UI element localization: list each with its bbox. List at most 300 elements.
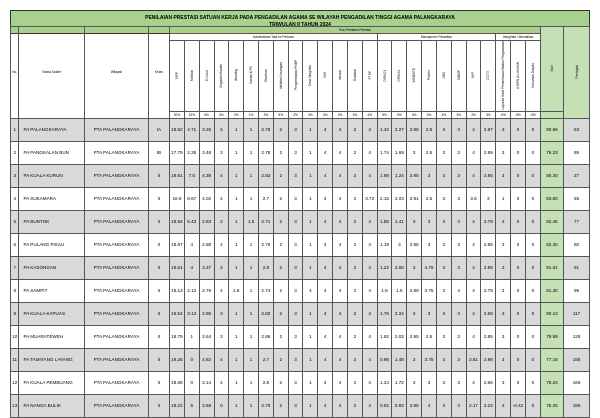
weight-cell: 10% xyxy=(184,111,199,118)
value-cell: 3 xyxy=(436,279,451,302)
value-cell: 3 xyxy=(436,302,451,325)
value-cell: 1.82 xyxy=(377,325,392,348)
table-row xyxy=(11,279,590,302)
value-cell: 3 xyxy=(407,256,422,279)
value-cell: 0 xyxy=(525,233,540,256)
value-cell: 1.5 xyxy=(244,210,259,233)
value-cell: 3.14 xyxy=(199,371,214,394)
value-cell: 2 xyxy=(273,141,288,164)
value-cell: 3.68 xyxy=(199,394,214,417)
value-cell: 2.82 xyxy=(258,164,273,187)
weight-cell: -5% xyxy=(525,111,540,118)
weight-cell: 3% xyxy=(436,111,451,118)
table-row xyxy=(11,141,590,164)
value-cell: 18.68 xyxy=(170,371,185,394)
kelas-cell: II xyxy=(148,233,169,256)
value-cell: 0 xyxy=(511,187,526,210)
weight-cell: 3% xyxy=(258,111,273,118)
value-cell: 0 xyxy=(525,256,540,279)
value-cell: 2 xyxy=(273,233,288,256)
value-cell: 18.13 xyxy=(170,279,185,302)
value-cell: 4 xyxy=(466,279,481,302)
value-cell: 2.75 xyxy=(258,118,273,141)
value-cell: 5 xyxy=(184,394,199,417)
rank-cell: 80 xyxy=(564,233,590,256)
satker-name: PA KUALA KAPUAS xyxy=(19,302,85,325)
score-cell: 81.30 xyxy=(540,279,563,302)
value-cell: 0 xyxy=(184,348,199,371)
value-cell: 2.03 xyxy=(392,325,407,348)
row-number: 8 xyxy=(11,279,19,302)
value-cell: 1 xyxy=(229,371,244,394)
weight-cell: 5% xyxy=(214,111,229,118)
value-cell: 4 xyxy=(362,371,377,394)
value-cell: 1.5 xyxy=(392,279,407,302)
value-cell: 1.24 xyxy=(392,164,407,187)
weight-cell: 3% xyxy=(318,111,333,118)
weight-cell: 3% xyxy=(407,111,422,118)
value-cell: 1 xyxy=(229,118,244,141)
header-group-integritas: Integritas / Mentalitas xyxy=(496,34,541,41)
score-cell: 76.33 xyxy=(540,141,563,164)
value-cell: 0 xyxy=(525,394,540,417)
column-header: Zona Integritas xyxy=(303,41,318,112)
header-wilayah: Wilayah xyxy=(85,27,149,119)
value-cell: 4 xyxy=(318,348,333,371)
value-cell: 4 xyxy=(466,325,481,348)
value-cell: 1 xyxy=(496,187,511,210)
value-cell: 2 xyxy=(347,279,362,302)
value-cell: 0 xyxy=(214,394,229,417)
table-row xyxy=(11,233,590,256)
value-cell: -0.42 xyxy=(511,394,526,417)
value-cell: 4 xyxy=(333,279,348,302)
value-cell: 2.95 xyxy=(199,302,214,325)
value-cell: 3 xyxy=(496,164,511,187)
value-cell: 3 xyxy=(436,233,451,256)
value-cell: 3 xyxy=(451,210,466,233)
value-cell: 3 xyxy=(481,187,496,210)
value-cell: 2.76 xyxy=(258,394,273,417)
rank-cell: 169 xyxy=(564,371,590,394)
rank-cell: 77 xyxy=(564,210,590,233)
value-cell: 3 xyxy=(451,164,466,187)
value-cell: 2.99 xyxy=(481,141,496,164)
wilayah-cell: PTA PALANGKARAYA xyxy=(85,348,149,371)
value-cell: 1 xyxy=(244,325,259,348)
value-cell: 1 xyxy=(229,302,244,325)
weight-cell: 5% xyxy=(377,111,392,118)
value-cell: 2 xyxy=(273,118,288,141)
value-cell: 3 xyxy=(451,141,466,164)
value-cell: 1 xyxy=(229,141,244,164)
header-kelas: Kelas xyxy=(148,27,169,119)
weight-cell: -5% xyxy=(496,111,511,118)
value-cell: 1 xyxy=(303,302,318,325)
value-cell: 1 xyxy=(244,279,259,302)
value-cell: 4 xyxy=(318,118,333,141)
value-cell: 3.75 xyxy=(422,348,437,371)
value-cell: 4 xyxy=(333,371,348,394)
value-cell: 2.27 xyxy=(392,118,407,141)
value-cell: 3 xyxy=(214,302,229,325)
report-period: TRIWULAN II TAHUN 2024 xyxy=(269,22,331,28)
value-cell: 3 xyxy=(407,141,422,164)
header-group-manajemen: Manajemen Peradilan xyxy=(377,34,496,41)
value-cell: 3 xyxy=(496,233,511,256)
rank-cell: 91 xyxy=(564,256,590,279)
value-cell: 3 xyxy=(451,325,466,348)
value-cell: 16.54 xyxy=(170,302,185,325)
column-header: Laporan Hasil Pemeriksaan Badan Pengawasan xyxy=(496,41,511,112)
weight-cell: 3% xyxy=(347,111,362,118)
value-cell: 4 xyxy=(333,325,348,348)
value-cell: 18.9 xyxy=(170,187,185,210)
satker-name: PA SUKAMARA xyxy=(19,187,85,210)
value-cell: 1 xyxy=(244,394,259,417)
value-cell: 1 xyxy=(244,371,259,394)
value-cell: 1.8 xyxy=(377,279,392,302)
value-cell: 3.48 xyxy=(199,141,214,164)
value-cell: 4 xyxy=(184,233,199,256)
value-cell: 2.83 xyxy=(258,302,273,325)
value-cell: 4 xyxy=(318,164,333,187)
value-cell: 0 xyxy=(525,210,540,233)
value-cell: 3 xyxy=(288,302,303,325)
value-cell: 3 xyxy=(496,141,511,164)
weight-cell: 3% xyxy=(422,111,437,118)
value-cell: 3 xyxy=(214,325,229,348)
value-cell: 4 xyxy=(214,187,229,210)
value-cell: 0 xyxy=(511,371,526,394)
value-cell: 2 xyxy=(273,187,288,210)
value-cell: 2.5 xyxy=(422,187,437,210)
row-number: 5 xyxy=(11,210,19,233)
value-cell: 3.64 xyxy=(199,325,214,348)
table-row xyxy=(11,348,590,371)
weight-cell: 1% xyxy=(244,111,259,118)
wilayah-cell: PTA PALANGKARAYA xyxy=(85,371,149,394)
table-row xyxy=(11,256,590,279)
value-cell: 4 xyxy=(318,210,333,233)
value-cell: 2.24 xyxy=(392,302,407,325)
value-cell: 4 xyxy=(466,256,481,279)
kelas-cell: II xyxy=(148,210,169,233)
value-cell: 2.98 xyxy=(481,256,496,279)
value-cell: 3 xyxy=(288,210,303,233)
weight-cell: 3% xyxy=(481,111,496,118)
value-cell: 2.98 xyxy=(481,348,496,371)
value-cell: 1 xyxy=(229,233,244,256)
value-cell: 1 xyxy=(244,348,259,371)
value-cell: 0.96 xyxy=(377,348,392,371)
value-cell: 1 xyxy=(229,256,244,279)
value-cell: 1 xyxy=(184,325,199,348)
weight-cell: -5% xyxy=(511,111,526,118)
rank-cell: 186 xyxy=(564,394,590,417)
table-row xyxy=(11,394,590,417)
value-cell: 3 xyxy=(451,118,466,141)
value-cell: 2 xyxy=(347,394,362,417)
value-cell: 3 xyxy=(436,164,451,187)
value-cell: 2 xyxy=(347,371,362,394)
value-cell: 2.68 xyxy=(481,302,496,325)
table-row xyxy=(11,210,590,233)
value-cell: 18.79 xyxy=(170,325,185,348)
weight-cell: 3% xyxy=(451,111,466,118)
value-cell: 2.79 xyxy=(199,279,214,302)
score-cell: 78.24 xyxy=(540,371,563,394)
value-cell: 1 xyxy=(244,187,259,210)
score-cell: 75.25 xyxy=(540,394,563,417)
value-cell: 0 xyxy=(525,141,540,164)
value-cell: 4 xyxy=(466,141,481,164)
value-cell: 1 xyxy=(244,302,259,325)
value-cell: 3.26 xyxy=(199,118,214,141)
satker-name: PA PANGKALAN BUN xyxy=(19,141,85,164)
rank-cell: 55 xyxy=(564,187,590,210)
value-cell: 1.42 xyxy=(377,118,392,141)
value-cell: 1.24 xyxy=(377,371,392,394)
value-cell: 3 xyxy=(436,210,451,233)
value-cell: 3 xyxy=(407,348,422,371)
value-cell: 4.38 xyxy=(199,164,214,187)
rank-cell: 27 xyxy=(564,164,590,187)
value-cell: 3 xyxy=(496,371,511,394)
value-cell: 2.7 xyxy=(258,187,273,210)
value-cell: 3 xyxy=(436,325,451,348)
score-cell: 77.18 xyxy=(540,348,563,371)
wilayah-cell: PTA PALANGKARAYA xyxy=(85,233,149,256)
rank-cell: 53 xyxy=(564,118,590,141)
value-cell: 3 xyxy=(496,348,511,371)
column-header: DIPA 01 xyxy=(377,41,392,112)
value-cell: 2.8 xyxy=(258,371,273,394)
value-cell: 0 xyxy=(511,141,526,164)
value-cell: 2.5 xyxy=(422,118,437,141)
value-cell: 1.41 xyxy=(392,210,407,233)
value-cell: 2 xyxy=(347,348,362,371)
value-cell: 3 xyxy=(451,233,466,256)
value-cell: 3 xyxy=(407,371,422,394)
value-cell: 4 xyxy=(466,233,481,256)
wilayah-cell: PTA PALANGKARAYA xyxy=(85,141,149,164)
value-cell: 3 xyxy=(422,371,437,394)
value-cell: 3 xyxy=(451,256,466,279)
value-cell: 2 xyxy=(347,210,362,233)
value-cell: 1.74 xyxy=(377,141,392,164)
value-cell: 4 xyxy=(362,118,377,141)
kelas-cell: II xyxy=(148,348,169,371)
value-cell: 3 xyxy=(422,233,437,256)
value-cell: 4 xyxy=(362,210,377,233)
table-row xyxy=(11,371,590,394)
value-cell: 1.76 xyxy=(377,302,392,325)
value-cell: 3 xyxy=(496,325,511,348)
value-cell: 0 xyxy=(511,164,526,187)
value-cell: 3 xyxy=(436,394,451,417)
value-cell: 2.96 xyxy=(407,394,422,417)
value-cell: 2.85 xyxy=(481,233,496,256)
value-cell: 3.75 xyxy=(422,279,437,302)
value-cell: 4 xyxy=(333,141,348,164)
value-cell: 18.22 xyxy=(170,394,185,417)
value-cell: 3.81 xyxy=(466,348,481,371)
row-number: 13 xyxy=(11,394,19,417)
value-cell: 4 xyxy=(318,325,333,348)
value-cell: 1.72 xyxy=(392,371,407,394)
wilayah-cell: PTA PALANGKARAYA xyxy=(85,279,149,302)
value-cell: 2.06 xyxy=(392,256,407,279)
value-cell: 1 xyxy=(303,141,318,164)
value-cell: 6.67 xyxy=(184,187,199,210)
satker-name: PA SAMPIT xyxy=(19,279,85,302)
rank-cell: 117 xyxy=(564,302,590,325)
value-cell: 0 xyxy=(525,325,540,348)
column-header: Mediasi xyxy=(184,41,199,112)
value-cell: 0.83 xyxy=(392,394,407,417)
value-cell: 2 xyxy=(347,187,362,210)
weight-cell: 20% xyxy=(170,111,185,118)
kelas-cell: II xyxy=(148,279,169,302)
value-cell: 3 xyxy=(436,371,451,394)
value-cell: 2.76 xyxy=(258,233,273,256)
value-cell: 2.15 xyxy=(377,187,392,210)
kelas-cell: II xyxy=(148,164,169,187)
row-number: 1 xyxy=(11,118,19,141)
header-no: No. xyxy=(11,27,19,119)
column-header: WEBSITE xyxy=(407,41,422,112)
column-header: Eksekusi xyxy=(258,41,273,112)
value-cell: 3 xyxy=(288,233,303,256)
value-cell: 1 xyxy=(303,187,318,210)
value-cell: 2.5 xyxy=(422,141,437,164)
value-cell: 1 xyxy=(303,118,318,141)
value-cell: 0 xyxy=(525,187,540,210)
value-cell: 4 xyxy=(318,233,333,256)
value-cell: 4 xyxy=(466,118,481,141)
value-cell: 3 xyxy=(288,348,303,371)
value-cell: 1 xyxy=(244,164,259,187)
value-cell: 3 xyxy=(422,210,437,233)
row-number: 12 xyxy=(11,371,19,394)
value-cell: 2.7 xyxy=(258,348,273,371)
column-header: IKM xyxy=(318,41,333,112)
table-body xyxy=(11,118,590,417)
value-cell: 2 xyxy=(273,348,288,371)
score-cell: 82.46 xyxy=(540,210,563,233)
value-cell: 2.78 xyxy=(258,141,273,164)
value-cell: 4 xyxy=(318,302,333,325)
value-cell: 1 xyxy=(303,325,318,348)
kelas-cell: II xyxy=(148,187,169,210)
value-cell: 2 xyxy=(273,394,288,417)
header-peringkat: Peringkat xyxy=(564,27,590,119)
value-cell: 1 xyxy=(303,371,318,394)
value-cell: 3 xyxy=(436,348,451,371)
value-cell: 0 xyxy=(525,348,540,371)
value-cell: 0 xyxy=(511,348,526,371)
value-cell: 2.85 xyxy=(481,325,496,348)
value-cell: 2.85 xyxy=(481,164,496,187)
score-cell: 80.13 xyxy=(540,302,563,325)
satker-name: PA KUALA KURUN xyxy=(19,164,85,187)
value-cell: 2 xyxy=(273,210,288,233)
value-cell: 4 xyxy=(422,394,437,417)
row-number: 7 xyxy=(11,256,19,279)
value-cell: 3 xyxy=(451,394,466,417)
value-cell: 1.22 xyxy=(377,256,392,279)
value-cell: 2.17 xyxy=(466,394,481,417)
value-cell: 4 xyxy=(333,118,348,141)
wilayah-cell: PTA PALANGKARAYA xyxy=(85,302,149,325)
column-header: E-Court xyxy=(199,41,214,112)
value-cell: 4 xyxy=(318,371,333,394)
table-row xyxy=(11,118,590,141)
value-cell: 3 xyxy=(496,210,511,233)
value-cell: 18.94 xyxy=(170,210,185,233)
value-cell: 1.85 xyxy=(377,210,392,233)
column-header: Validitas Keuangan xyxy=(273,41,288,112)
value-cell: 3 xyxy=(496,256,511,279)
value-cell: 1 xyxy=(303,256,318,279)
value-cell: 3.72 xyxy=(362,187,377,210)
value-cell: 18.61 xyxy=(170,164,185,187)
value-cell: 2 xyxy=(273,325,288,348)
column-header: CCTV xyxy=(481,41,496,112)
value-cell: 4 xyxy=(466,164,481,187)
value-cell: 1 xyxy=(244,233,259,256)
row-number: 11 xyxy=(11,348,19,371)
value-cell: 0 xyxy=(511,233,526,256)
value-cell: 19.26 xyxy=(170,348,185,371)
column-header: Eskalasi xyxy=(347,41,362,112)
value-cell: 3 xyxy=(288,279,303,302)
value-cell: 3 xyxy=(451,187,466,210)
value-cell: 18.61 xyxy=(170,256,185,279)
value-cell: 4 xyxy=(362,394,377,417)
value-cell: 4 xyxy=(318,187,333,210)
value-cell: 2.91 xyxy=(407,187,422,210)
value-cell: 2.97 xyxy=(481,118,496,141)
value-cell: 3 xyxy=(422,302,437,325)
column-header: SIPP xyxy=(170,41,185,112)
value-cell: 2.12 xyxy=(184,279,199,302)
value-cell: 4 xyxy=(303,279,318,302)
weight-cell: 5% xyxy=(199,111,214,118)
value-cell: 2.8 xyxy=(258,256,273,279)
value-cell: 2.79 xyxy=(481,210,496,233)
report-title: PENILAIAN PRESTASI SATUAN KERJA PADA PENGADILAN AGAMA SE WILAYAH PENGADILAN TINGGI AGAMA PALANGKARAYA xyxy=(145,15,455,21)
satker-name: PA KASONGAN xyxy=(19,256,85,279)
column-header: Prodeo xyxy=(422,41,437,112)
value-cell: 2 xyxy=(347,256,362,279)
score-cell: 79.59 xyxy=(540,325,563,348)
value-cell: 1 xyxy=(229,164,244,187)
value-cell: 4.71 xyxy=(184,118,199,141)
value-cell: 3.8 xyxy=(466,187,481,210)
value-cell: 3 xyxy=(392,233,407,256)
weight-cell: 4% xyxy=(362,111,377,118)
table-row xyxy=(11,302,590,325)
column-header: Kasasi & PK xyxy=(244,41,259,112)
value-cell: 4 xyxy=(333,394,348,417)
value-cell: 3 xyxy=(496,279,511,302)
weight-cell: 2% xyxy=(288,111,303,118)
satker-name: PA PALANGKARAYA xyxy=(19,118,85,141)
value-cell: 2 xyxy=(214,210,229,233)
column-header: SIMOP xyxy=(451,41,466,112)
